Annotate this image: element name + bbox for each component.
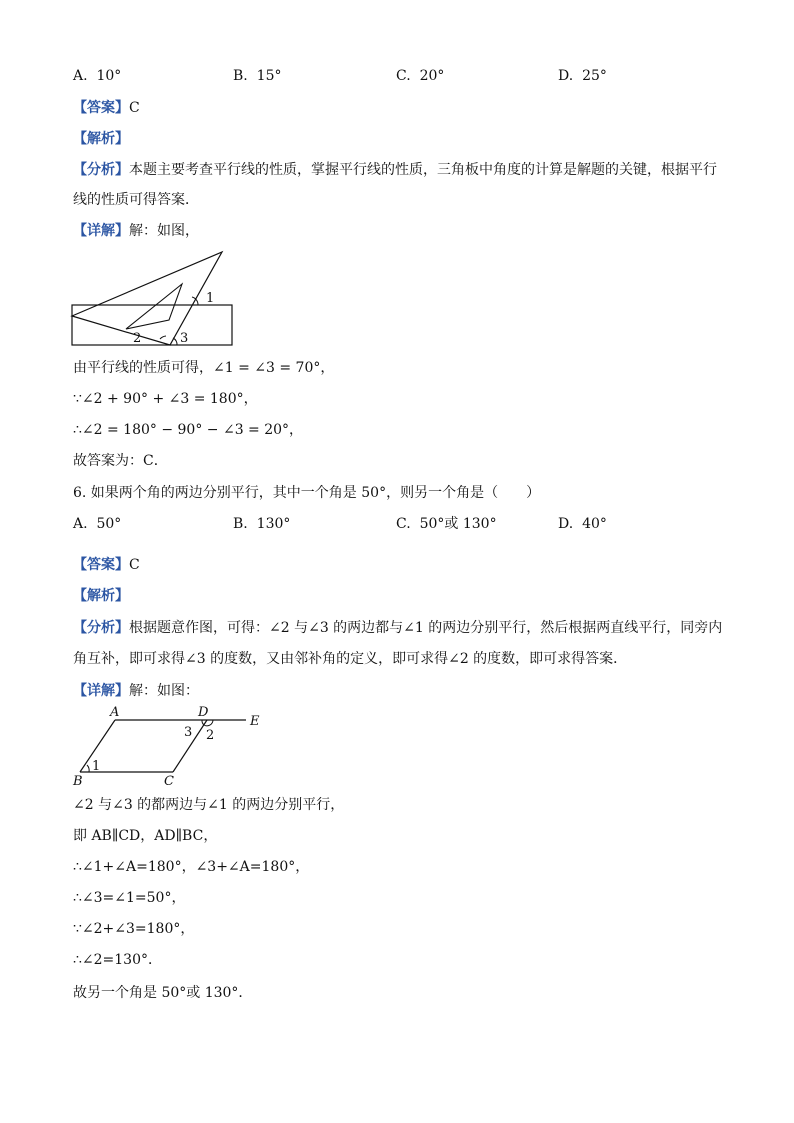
q5-fenxi: 【分析】本题主要考查平行线的性质，掌握平行线的性质，三角板中角度的计算是解题的关键，根据平行 [73,162,717,178]
q5-option-c: C. 20° [396,68,445,84]
label-point-e: E [250,714,260,729]
q6-detail: 【详解】解：如图： [73,683,199,699]
q5-option-a: A. 10° [73,68,122,84]
q6-question: 6. 如果两个角的两边分别平行，其中一个角是 50°，则另一个角是（ ） [73,485,541,501]
q6-option-a: A. 50° [73,516,122,532]
q5-step-2: ∵∠2 + 90° + ∠3 = 180°， [73,391,258,407]
q6-option-b: B. 130° [233,516,291,532]
q6-step-3: ∴∠1+∠A=180°，∠3+∠A=180°， [73,859,310,875]
q6-option-d: D. 40° [558,516,607,532]
q6-step-2: 即 AB∥CD，AD∥BC， [73,828,218,844]
q5-figure-set-square [70,250,240,350]
label-angle-3: 3 [184,725,193,740]
q6-step-5: ∵∠2+∠3=180°， [73,921,195,937]
q5-step-3: ∴∠2 = 180° − 90° − ∠3 = 20°， [73,422,304,438]
label-angle-3: 3 [180,331,189,346]
q6-step-1: ∠2 与∠3 的都两边与∠1 的两边分别平行， [73,797,345,813]
inner-triangle-cutout [126,284,182,329]
q5-fenxi-cont: 线的性质可得答案． [73,192,199,208]
q6-figure-parallelogram [70,704,270,790]
q6-step-7: 故另一个角是 50°或 130°． [73,985,253,1001]
q5-analysis-heading: 【解析】 [73,131,129,147]
q5-option-b: B. 15° [233,68,282,84]
label-point-c: C [164,774,174,789]
q5-detail: 【详解】解：如图， [73,223,199,239]
q5-option-d: D. 25° [558,68,607,84]
q5-step-4: 故答案为：C． [73,453,168,469]
q6-analysis-heading: 【解析】 [73,588,129,604]
label-point-b: B [73,774,83,789]
angle-1-arc [87,765,89,772]
label-angle-2: 2 [133,331,142,346]
label-point-a: A [110,705,120,720]
q6-option-c: C. 50°或 130° [396,516,497,532]
label-angle-1: 1 [206,291,215,306]
angle-3-arc [202,720,204,725]
label-angle-2: 2 [206,728,215,743]
q6-answer: 【答案】C [73,557,140,573]
label-point-d: D [198,705,209,720]
q6-step-6: ∴∠2=130°． [73,952,162,968]
q6-fenxi: 【分析】根据题意作图，可得：∠2 与∠3 的两边都与∠1 的两边分别平行，然后根据两直线平行，同旁内 [73,620,723,636]
q5-answer: 【答案】C [73,100,140,116]
angle-2-arc [160,336,166,339]
q6-step-4: ∴∠3=∠1=50°， [73,890,186,906]
label-angle-1: 1 [92,759,101,774]
q5-step-1: 由平行线的性质可得，∠1 = ∠3 = 70°， [73,360,335,376]
q6-fenxi-cont: 角互补，即可求得∠3 的度数，又由邻补角的定义，即可求得∠2 的度数，即可求得答案． [73,651,628,667]
outer-triangle [72,252,222,345]
ruler-rectangle [72,305,232,345]
